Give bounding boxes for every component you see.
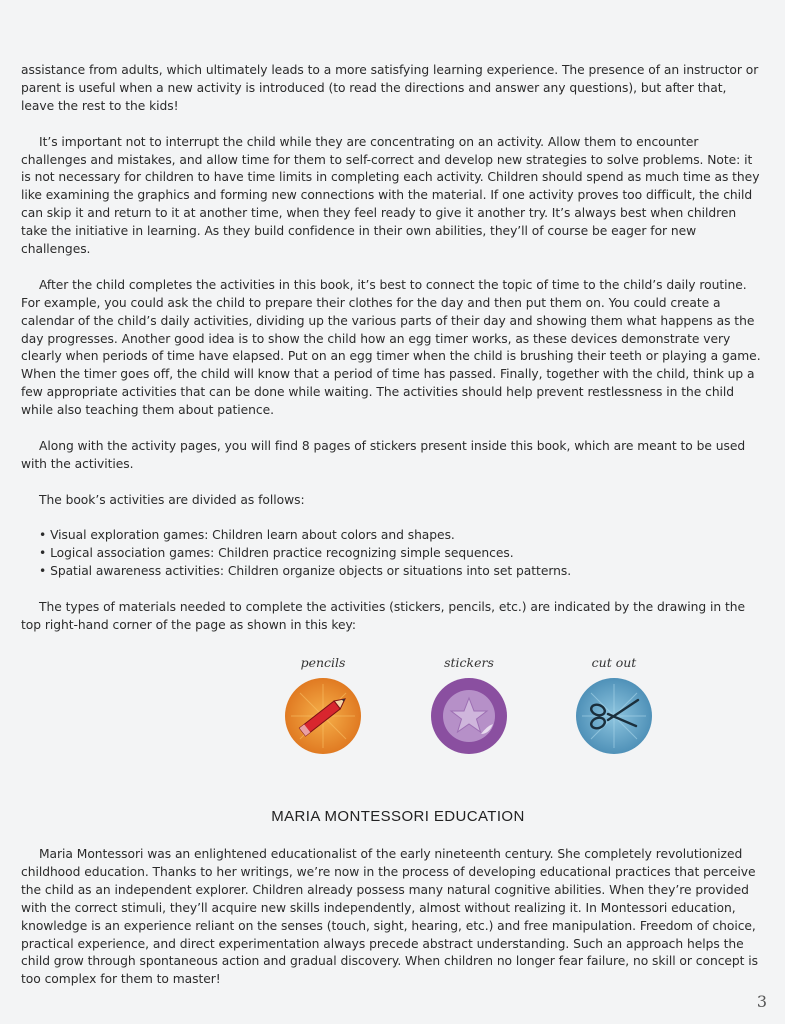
- section-heading: MARIA MONTESSORI EDUCATION: [271, 808, 525, 825]
- paragraph-assistance: assistance from adults, which ultimately leads to a more satisfying learning experience. The presence of an instructor or parent is useful when a new activity is introduced (to read the directions and answer any questions), but after that, leave the rest to the kids!: [21, 63, 759, 113]
- key-label-stickers: stickers: [444, 655, 494, 670]
- key-cut-out: [559, 655, 669, 756]
- paragraph-stickers: Along with the activity pages, you will find 8 pages of stickers present inside this book, which are meant to be used with the activities.: [21, 438, 746, 471]
- key-label-pencils: pencils: [300, 655, 346, 670]
- key-label-cut-out: cut out: [591, 655, 637, 670]
- paragraph-interrupt: It’s important not to interrupt the child while they are concentrating on an activity. Allow them to encounter challenges and mistakes, and allow time for them to self-correct and develop new strategies to solve problems. Note: it is not necessary for children to have time limits in completing each activity. Children should spend as much time as they like examining the graphics and forming new connections with the material. If one activity proves too difficult, the child can skip it and return to it at another time, when they feel ready to give it another try. It’s always best when children take the initiative in learning. As they build confidence in their own abilities, they’ll of course be eager for new challenges.: [21, 134, 760, 257]
- paragraph-divided: The book’s activities are divided as follows:: [39, 492, 305, 507]
- page-number: 3: [756, 992, 767, 1011]
- key-stickers: [414, 655, 524, 756]
- montessori-text: [21, 846, 761, 1007]
- list-item: • Visual exploration games: Children learn about colors and shapes.: [39, 527, 761, 545]
- pencil-icon: [283, 676, 363, 756]
- scissors-icon: [574, 676, 654, 756]
- activity-list: [21, 527, 761, 581]
- sticker-star-icon: [429, 676, 509, 756]
- list-item: • Spatial awareness activities: Children organize objects or situations into set patterns.: [39, 563, 761, 581]
- paragraph-montessori: Maria Montessori was an enlightened educationalist of the early nineteenth century. She completely revolutionized childhood education. Thanks to her writings, we’re now in the process of developing educational practices that perceive the child as an independent explorer. Children already possess many natural cognitive abilities. When they’re provided with the correct stimuli, they’ll acquire new skills independently, almost without realizing it. In Montessori education, knowledge is an experience reliant on the senses (touch, sight, hearing, etc.) and free manipulation. Freedom of choice, practical experience, and direct experimentation always precede abstract understanding. Such an approach helps the child grow through spontaneous action and gradual discovery. When children no longer fear failure, no skill or concept is too complex for them to master!: [21, 847, 759, 987]
- materials-key: [0, 655, 785, 765]
- key-pencils: [268, 655, 378, 756]
- list-item: • Logical association games: Children practice recognizing simple sequences.: [39, 545, 761, 563]
- paragraph-materials: The types of materials needed to complete the activities (stickers, pencils, etc.) are indicated by the drawing in the top right-hand corner of the page as shown in this key:: [21, 600, 745, 632]
- paragraph-daily-routine: After the child completes the activities in this book, it’s best to connect the topic of time to the child’s daily routine. For example, you could ask the child to prepare their clothes for the day and then put them on. You could create a calendar of the child’s daily activities, dividing up the various parts of their day and showing them what happens as the day progresses. Another good idea is to show the child how an egg timer works, as these devices demonstrate very clearly when periods of time have elapsed. Put on an egg timer when the child is brushing their teeth or playing a game. When the timer goes off, the child will know that a period of time has passed. Finally, together with the child, think up a few appropriate activities that can be done while waiting. The activities should help prevent restlessness in the child while also teaching them about patience.: [21, 277, 761, 418]
- intro-text: [21, 62, 761, 653]
